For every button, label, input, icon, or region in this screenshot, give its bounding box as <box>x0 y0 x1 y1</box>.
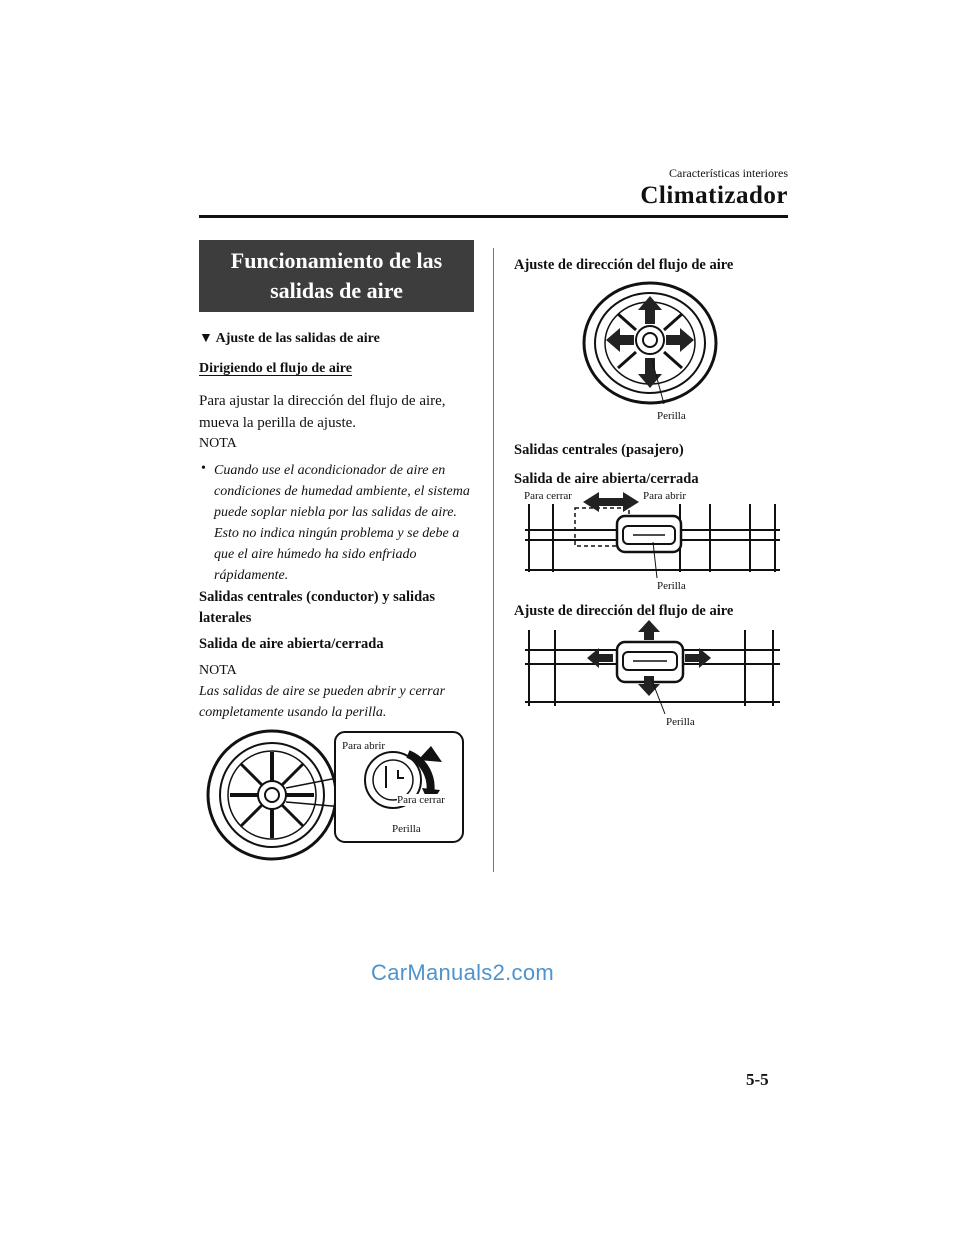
page-number: 5-5 <box>746 1070 769 1089</box>
figure-rect-vent-direction <box>525 620 785 720</box>
header-section-label: Características interiores <box>669 166 788 180</box>
label-para-cerrar-1: Para cerrar <box>397 794 445 806</box>
nota-label-1: NOTA <box>199 436 237 451</box>
subheading-outlets: ▼ Ajuste de las salidas de aire <box>199 331 380 346</box>
label-perilla-3: Perilla <box>657 580 686 592</box>
watermark-link[interactable]: CarManuals2.com <box>371 960 555 985</box>
nota-2-text: Las salidas de aire se pueden abrir y cerrar completamente usando la perilla. <box>199 684 446 720</box>
heading-direction-2: Ajuste de dirección del flujo de aire <box>514 603 734 619</box>
label-perilla-2: Perilla <box>657 410 686 422</box>
heading-passenger-outlets: Salidas centrales (pasajero) <box>514 442 684 458</box>
header-title: Climatizador <box>640 182 788 209</box>
label-para-cerrar-3: Para cerrar <box>524 490 572 502</box>
intro-paragraph: Para ajustar la dirección del flujo de aire, mueva la perilla de ajuste. <box>199 393 446 431</box>
heading-direction-1: Ajuste de dirección del flujo de aire <box>514 257 734 273</box>
label-para-abrir-1: Para abrir <box>342 740 386 752</box>
heading-open-close-left: Salida de aire abierta/cerrada <box>199 636 384 652</box>
figure-round-vent-direction <box>582 280 722 410</box>
heading-open-close-right: Salida de aire abierta/cerrada <box>514 471 699 487</box>
label-para-abrir-3: Para abrir <box>643 490 687 502</box>
header-rule <box>199 215 788 218</box>
label-perilla-1: Perilla <box>392 823 421 835</box>
label-perilla-4: Perilla <box>666 716 695 728</box>
column-divider <box>493 248 494 872</box>
nota-bullet-text: Cuando use el acondicionador de aire en condiciones de humedad ambiente, el sistema puede soplar niebla por las salidas de aire. Esto no indica ningún problema y se debe a que el aire húmedo ha sido enfriado rápidamente. <box>214 463 470 583</box>
section-title-box <box>199 240 474 312</box>
nota-label-2: NOTA <box>199 663 237 678</box>
bullet-dot: • <box>201 461 206 476</box>
underline-heading: Dirigiendo el flujo de aire <box>199 361 352 376</box>
section-title: Funcionamiento de las salidas de aire <box>230 248 443 303</box>
figure-rect-vent-open-close <box>525 490 785 580</box>
heading-driver-outlets: Salidas centrales (conductor) y salidas laterales <box>199 589 436 626</box>
